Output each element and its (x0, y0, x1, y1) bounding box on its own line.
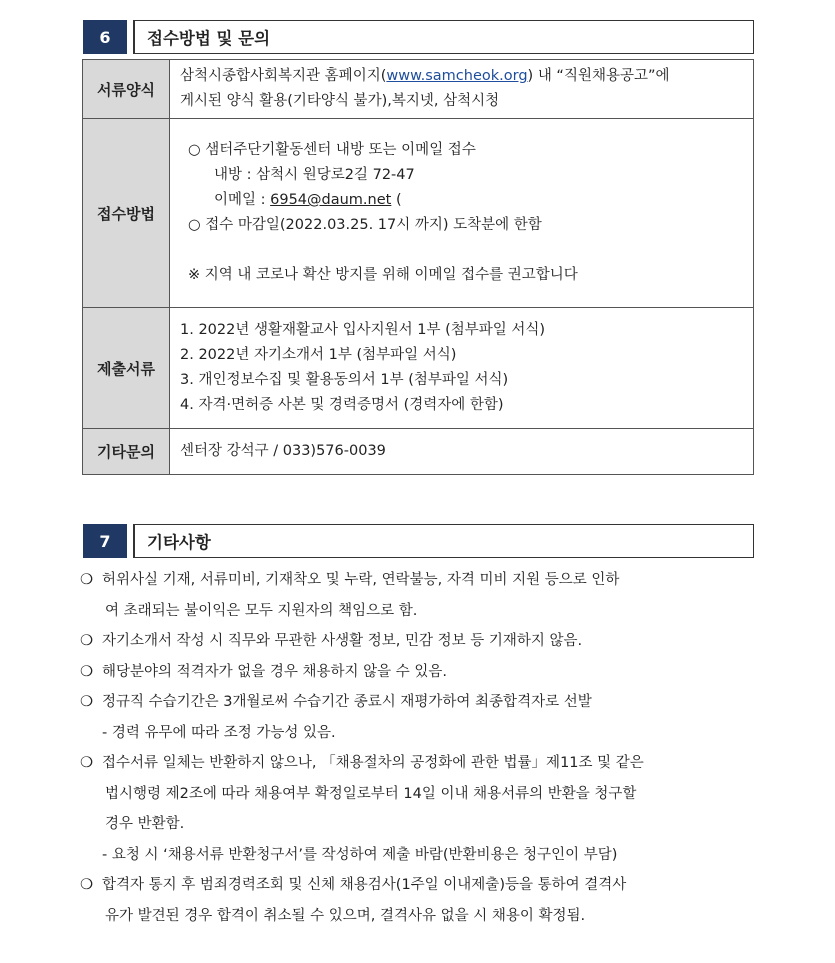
list-item: 여 초래되는 불이익은 모두 지원자의 책임으로 함. (105, 602, 418, 619)
circle-bullet-icon: ❍ (80, 694, 93, 710)
email-link[interactable]: 6954@daum.net (270, 192, 392, 208)
list-item: 2. 2022년 자기소개서 1부 (첨부파일 서식) (180, 347, 457, 363)
list-item: 유가 발견된 경우 합격이 취소될 수 있으며, 결격사유 없을 시 채용이 확정됨. (105, 907, 586, 924)
list-item: - 요청 시 ‘채용서류 반환청구서’를 작성하여 제출 바람(반환비용은 청구인이 부담) (102, 846, 618, 863)
list-item: ❍ 해당분야의 적격자가 없을 경우 채용하지 않을 수 있음. (80, 657, 760, 688)
list-item: 3. 개인정보수집 및 활용동의서 1부 (첨부파일 서식) (180, 372, 509, 388)
list-item: - 경력 유무에 따라 조정 가능성 있음. (102, 724, 336, 741)
table-row (83, 429, 754, 475)
list-item: 법시행령 제2조에 따라 채용여부 확정일로부터 14일 이내 채용서류의 반환을 청구할 (105, 785, 637, 802)
section-number: 6 (83, 20, 127, 54)
section-number: 7 (83, 524, 127, 558)
section-6-header (83, 20, 754, 54)
notes-list (80, 565, 760, 931)
homepage-link[interactable]: www.samcheok.org (386, 68, 528, 84)
list-item: ❍ 접수서류 일체는 반환하지 않으나, 「채용절차의 공정화에 관한 법률」제11조 및 같은 (80, 748, 760, 779)
circle-bullet-icon: ❍ (80, 663, 93, 680)
form-value: 삼척시종합사회복지관 홈페이지(www.samcheok.org) 내 “직원채용공고”에 게시된 양식 활용(기타양식 불가),복지넷, 삼척시청 (170, 60, 754, 119)
contact-value: 센터장 강석구 / 033)576-0039 (170, 429, 754, 475)
list-item: 1. 2022년 생활재활교사 입사지원서 1부 (첨부파일 서식) (180, 322, 546, 338)
row-label: 기타문의 (83, 429, 170, 475)
table-row (83, 60, 754, 119)
list-item: ❍ 자기소개서 작성 시 직무와 무관한 사생활 정보, 민감 정보 등 기재하지 않음. (80, 626, 760, 657)
list-item: ❍ 합격자 통지 후 범죄경력조회 및 신체 채용검사(1주일 이내제출)등을 통하여 결격사 (80, 870, 760, 901)
circle-bullet-icon: ❍ (80, 572, 93, 588)
list-item: ❍ 정규직 수습기간은 3개월로써 수습기간 종료시 재평가하여 최종합격자로 선발 (80, 687, 760, 718)
row-label: 접수방법 (83, 119, 170, 308)
row-label: 제출서류 (83, 308, 170, 429)
circle-bullet-icon: ❍ (80, 877, 93, 893)
table-row (83, 119, 754, 308)
section-title: 기타사항 (133, 524, 754, 558)
list-item: 경우 반환함. (105, 816, 185, 832)
circle-bullet-icon: ❍ (80, 633, 93, 649)
section-title: 접수방법 및 문의 (133, 20, 754, 54)
list-item: ❍ 허위사실 기재, 서류미비, 기재착오 및 누락, 연락불능, 자격 미비 지원 등으로 인하 (80, 565, 760, 596)
row-label: 서류양식 (83, 60, 170, 119)
method-value: ○ 샘터주단기활동센터 내방 또는 이메일 접수 내방 : 삼척시 원당로2길 72-47 이메일 : 6954@daum.net ( ○ 접수 마감일(2022.03.25. 17시 까지) 도착분에 한함 ※ 지역 내 코로나 확산 방지를 위해 이메일 접수를 권고합니다 (170, 119, 754, 308)
circle-bullet-icon: ❍ (80, 755, 93, 771)
section-7-header (83, 524, 754, 558)
docs-value (170, 308, 754, 429)
application-info-table (82, 59, 754, 475)
table-row (83, 308, 754, 429)
list-item: 4. 자격·면허증 사본 및 경력증명서 (경력자에 한함) (180, 397, 504, 413)
